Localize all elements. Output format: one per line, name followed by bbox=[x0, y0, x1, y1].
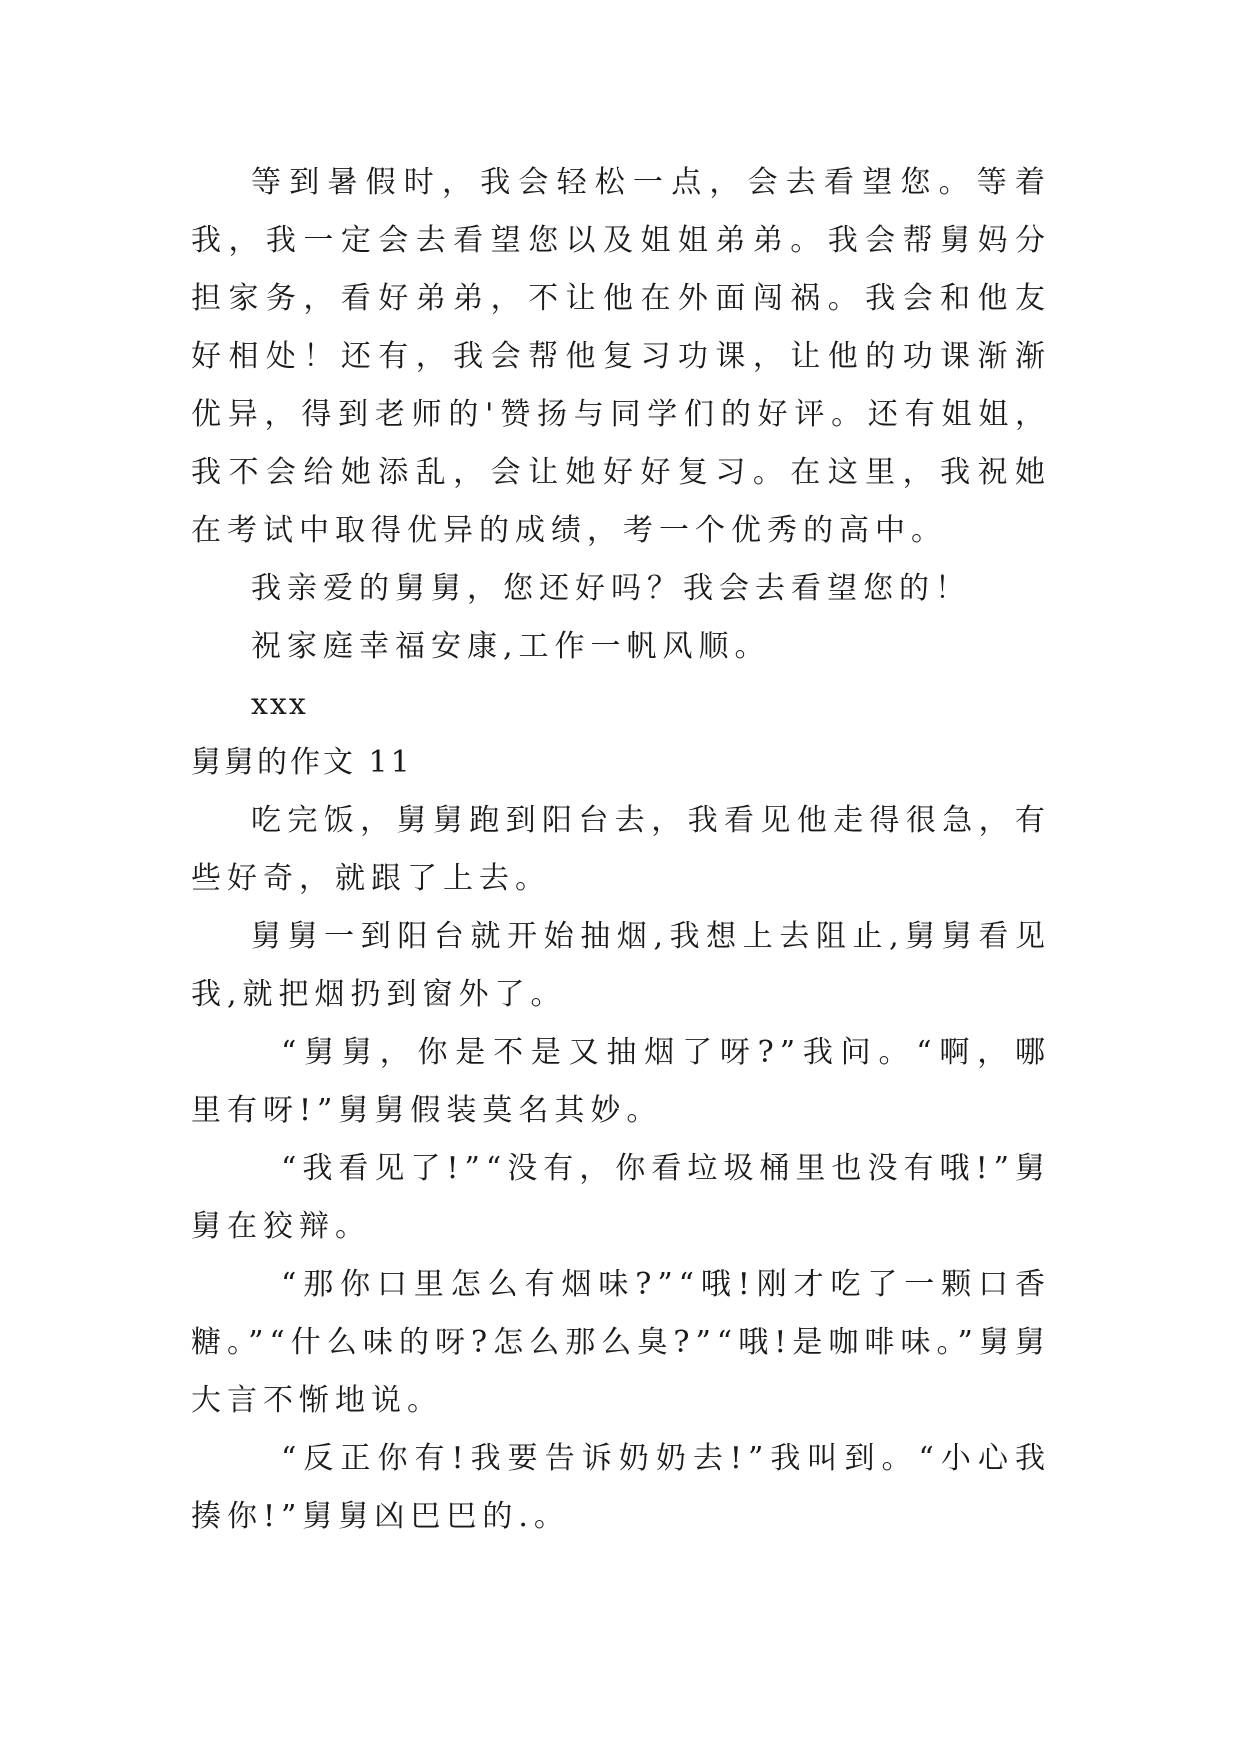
essay-heading: 舅舅的作文 11 bbox=[191, 745, 413, 780]
paragraph-greeting: 我亲爱的舅舅，您还好吗？我会去看望您的！ bbox=[251, 571, 971, 606]
dialogue-paragraph: “我看见了!”“没有，你看垃圾桶里也没有哦!”舅舅在狡辩。 bbox=[191, 1151, 1051, 1244]
signature: xxx bbox=[251, 687, 308, 722]
dialogue-paragraph: “舅舅，你是不是又抽烟了呀?”我问。“啊，哪里有呀!”舅舅假装莫名其妙。 bbox=[191, 1035, 1051, 1128]
dialogue-paragraph: “那你口里怎么有烟味?”“哦!刚才吃了一颗口香糖。”“什么味的呀?怎么那么臭?”“哦!是咖啡味。”舅舅大言不惭地说。 bbox=[191, 1267, 1051, 1418]
paragraph-balcony: 舅舅一到阳台就开始抽烟,我想上去阻止,舅舅看见我,就把烟扔到窗外了。 bbox=[191, 919, 1051, 1012]
document-body bbox=[191, 154, 1051, 1546]
dialogue-paragraph: “反正你有!我要告诉奶奶去!”我叫到。“小心我揍你!”舅舅凶巴巴的.。 bbox=[191, 1441, 1051, 1534]
paragraph-summer-visit: 等到暑假时，我会轻松一点，会去看望您。等着我，我一定会去看望您以及姐姐弟弟。我会帮舅妈分担家务，看好弟弟，不让他在外面闯祸。我会和他友好相处！还有，我会帮他复习功课，让他的功课渐渐优异，得到老师的'赞扬与同学们的好评。还有姐姐，我不会给她添乱，会让她好好复习。在这里，我祝她在考试中取得优异的成绩，考一个优秀的高中。 bbox=[191, 165, 1051, 548]
paragraph-blessing: 祝家庭幸福安康,工作一帆风顺。 bbox=[251, 629, 771, 664]
paragraph-after-dinner: 吃完饭，舅舅跑到阳台去，我看见他走得很急，有些好奇，就跟了上去。 bbox=[191, 803, 1051, 896]
